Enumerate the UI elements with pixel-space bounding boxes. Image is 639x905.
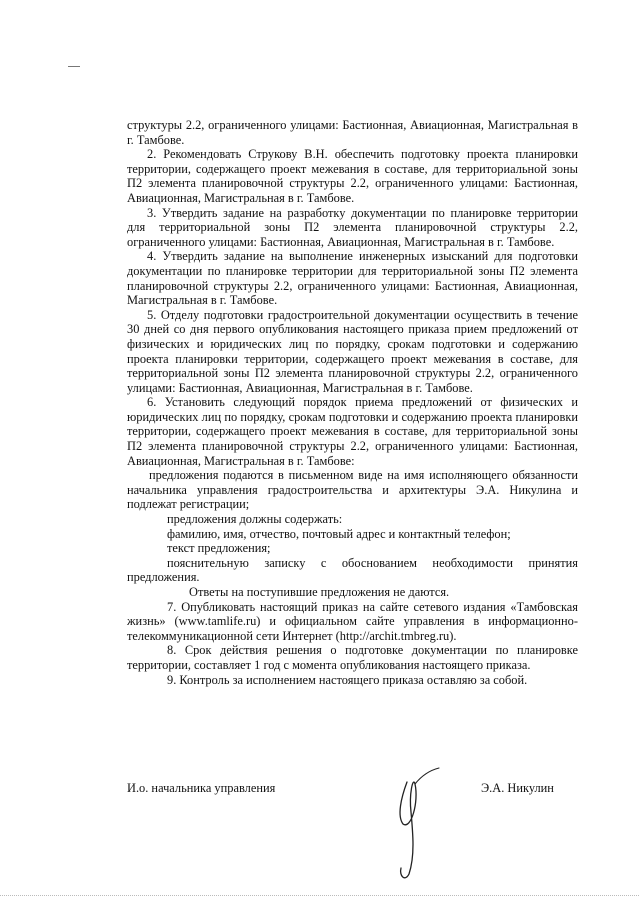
paragraph-2: 2. Рекомендовать Струкову В.Н. обеспечить подготовку проекта планировки территории, содержащего проект межевания в составе, для территориальной зоны П2 элемента планировочной структуры 2.2, ограниченного улицами: Бастионная, Авиационная, Магистральная в г. Тамбове. (127, 147, 578, 205)
paragraph-1: структуры 2.2, ограниченного улицами: Бастионная, Авиационная, Магистральная в г. Тамбове. (127, 118, 578, 147)
paragraph-9: фамилию, имя, отчество, почтовый адрес и контактный телефон; (167, 526, 511, 541)
paragraph-5: 5. Отделу подготовки градостроительной документации осуществить в течение 30 дней со дня первого опубликования настоящего приказа прием предложений от физических и юридических лиц по порядку, срокам подготовки и содержанию проекта планировки территории, содержащего проект межевания в составе, для территориальной зоны П2 элемента планировочной структуры 2.2, ограниченного улицами: Бастионная, Авиационная, Магистральная в г. Тамбове. (127, 307, 578, 395)
paragraph-11: пояснительную записку с обоснованием необходимости принятия предложения. (127, 555, 578, 585)
paragraph-7: предложения подаются в письменном виде на имя исполняющего обязанности начальника управления градостроительства и архитектуры Э.А. Никулина и подлежат регистрации; (127, 468, 578, 512)
document-body (127, 118, 578, 687)
paragraph-14: 8. Срок действия решения о подготовке документации по планировке территории, составляет 1 год с момента опубликования настоящего приказа. (127, 643, 578, 672)
paragraph-6: 6. Установить следующий порядок приема предложений от физических и юридических лиц по порядку, срокам подготовки и содержанию проекта планировки территории, содержащего проект межевания в составе, для территориальной зоны П2 элемента планировочной структуры 2.2, ограниченного улицами: Бастионная, Авиационная, Магистральная в г. Тамбове: (127, 395, 578, 468)
paragraph-12: Ответы на поступившие предложения не даются. (189, 585, 450, 599)
paragraph-8: предложения должны содержать: (167, 512, 343, 527)
paragraph-3: 3. Утвердить задание на разработку документации по планировке территории для территориальной зоны П2 элемента планировочной структуры 2.2, ограниченного улицами: Бастионная, Авиационная, Магистральная в г. Тамбове. (127, 205, 578, 249)
paragraph-13: 7. Опубликовать настоящий приказ на сайте сетевого издания «Тамбовская жизнь» (www.tamlife.ru) и официальном сайте управления в информационно-телекоммуникационной сети Интернет (http://archit.tmbreg.ru). (127, 599, 578, 643)
paragraph-4: 4. Утвердить задание на выполнение инженерных изысканий для подготовки документации по планировке территории для территориальной зоны П2 элемента планировочной структуры 2.2, ограниченного улицами: Бастионная, Авиационная, Магистральная в г. Тамбове. (127, 249, 578, 308)
paragraph-15: 9. Контроль за исполнением настоящего приказа оставляю за собой. (167, 672, 528, 687)
bottom-scan-edge (0, 895, 639, 898)
signatory-name: Э.А. Никулин (481, 781, 554, 795)
paragraph-10: текст предложения; (167, 541, 271, 556)
top-margin-mark (68, 66, 80, 67)
signatory-position: И.о. начальника управления (127, 781, 276, 795)
handwritten-signature (385, 764, 445, 884)
